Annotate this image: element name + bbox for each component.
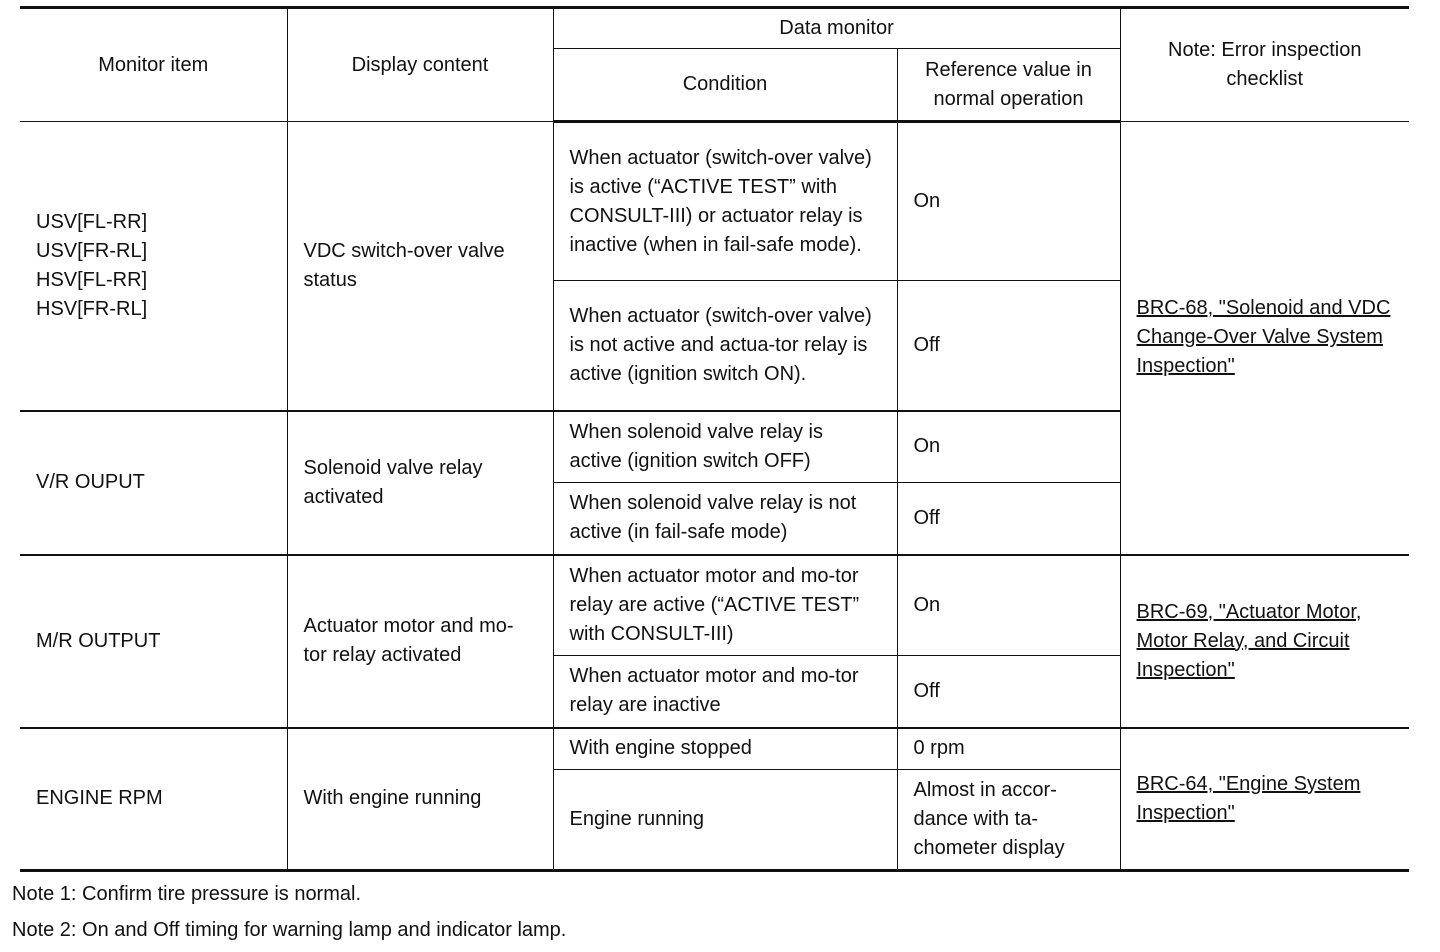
- table-row: [20, 122, 1409, 281]
- monitor-item-cell: V/R OUPUT: [20, 411, 287, 555]
- reference-value-cell: On: [897, 411, 1120, 483]
- monitor-item-cell: M/R OUTPUT: [20, 555, 287, 728]
- display-content-cell: Actuator motor and mo-tor relay activated: [287, 555, 553, 728]
- reference-value-cell: 0 rpm: [897, 728, 1120, 770]
- monitor-item-cell: ENGINE RPM: [20, 728, 287, 871]
- note-cell: [1120, 122, 1409, 555]
- reference-value-cell: On: [897, 555, 1120, 656]
- condition-cell: With engine stopped: [553, 728, 897, 770]
- reference-value-cell: On: [897, 122, 1120, 281]
- table-row: [20, 555, 1409, 656]
- monitor-item-cell: USV[FL-RR] USV[FR-RL] HSV[FL-RR] HSV[FR-RL]: [20, 122, 287, 411]
- display-content-cell: VDC switch-over valve status: [287, 122, 553, 411]
- condition-cell: When solenoid valve relay is active (ignition switch OFF): [553, 411, 897, 483]
- table-row: [20, 728, 1409, 770]
- display-content-cell: Solenoid valve relay activated: [287, 411, 553, 555]
- header-reference-value: Reference value in normal operation: [897, 49, 1120, 122]
- header-display-content: Display content: [287, 8, 553, 122]
- footnotes: [12, 876, 566, 948]
- note-cell: [1120, 728, 1409, 871]
- reference-value-cell: Off: [897, 281, 1120, 411]
- condition-cell: When solenoid valve relay is not active (in fail-safe mode): [553, 483, 897, 555]
- brc-69-link[interactable]: BRC-69, "Actuator Motor, Motor Relay, and Circuit Inspection": [1136, 600, 1362, 681]
- monitor-table: [20, 6, 1409, 872]
- brc-68-link[interactable]: BRC-68, "Solenoid and VDC Change-Over Valve System Inspection": [1136, 297, 1391, 378]
- footnote-1: Note 1: Confirm tire pressure is normal.: [12, 883, 362, 905]
- condition-cell: When actuator motor and mo-tor relay are inactive: [553, 656, 897, 728]
- header-condition: Condition: [553, 49, 897, 122]
- note-cell: [1120, 555, 1409, 728]
- reference-value-cell: Almost in accor-dance with ta-chometer display: [897, 770, 1120, 871]
- condition-cell: When actuator motor and mo-tor relay are active (“ACTIVE TEST” with CONSULT-III): [553, 555, 897, 656]
- header-monitor-item: Monitor item: [20, 8, 287, 122]
- reference-value-cell: Off: [897, 656, 1120, 728]
- header-data-monitor: Data monitor: [553, 8, 1120, 49]
- brc-64-link[interactable]: BRC-64, "Engine System Inspection": [1136, 772, 1361, 824]
- condition-cell: Engine running: [553, 770, 897, 871]
- condition-cell: When actuator (switch-over valve) is not active and actua-tor relay is active (ignition switch ON).: [553, 281, 897, 411]
- header-note: Note: Error inspection checklist: [1120, 8, 1409, 122]
- reference-value-cell: Off: [897, 483, 1120, 555]
- display-content-cell: With engine running: [287, 728, 553, 871]
- condition-cell: When actuator (switch-over valve) is active (“ACTIVE TEST” with CONSULT-III) or actuator relay is inactive (when in fail-safe mode).: [553, 122, 897, 281]
- footnote-2: Note 2: On and Off timing for warning lamp and indicator lamp.: [12, 919, 567, 941]
